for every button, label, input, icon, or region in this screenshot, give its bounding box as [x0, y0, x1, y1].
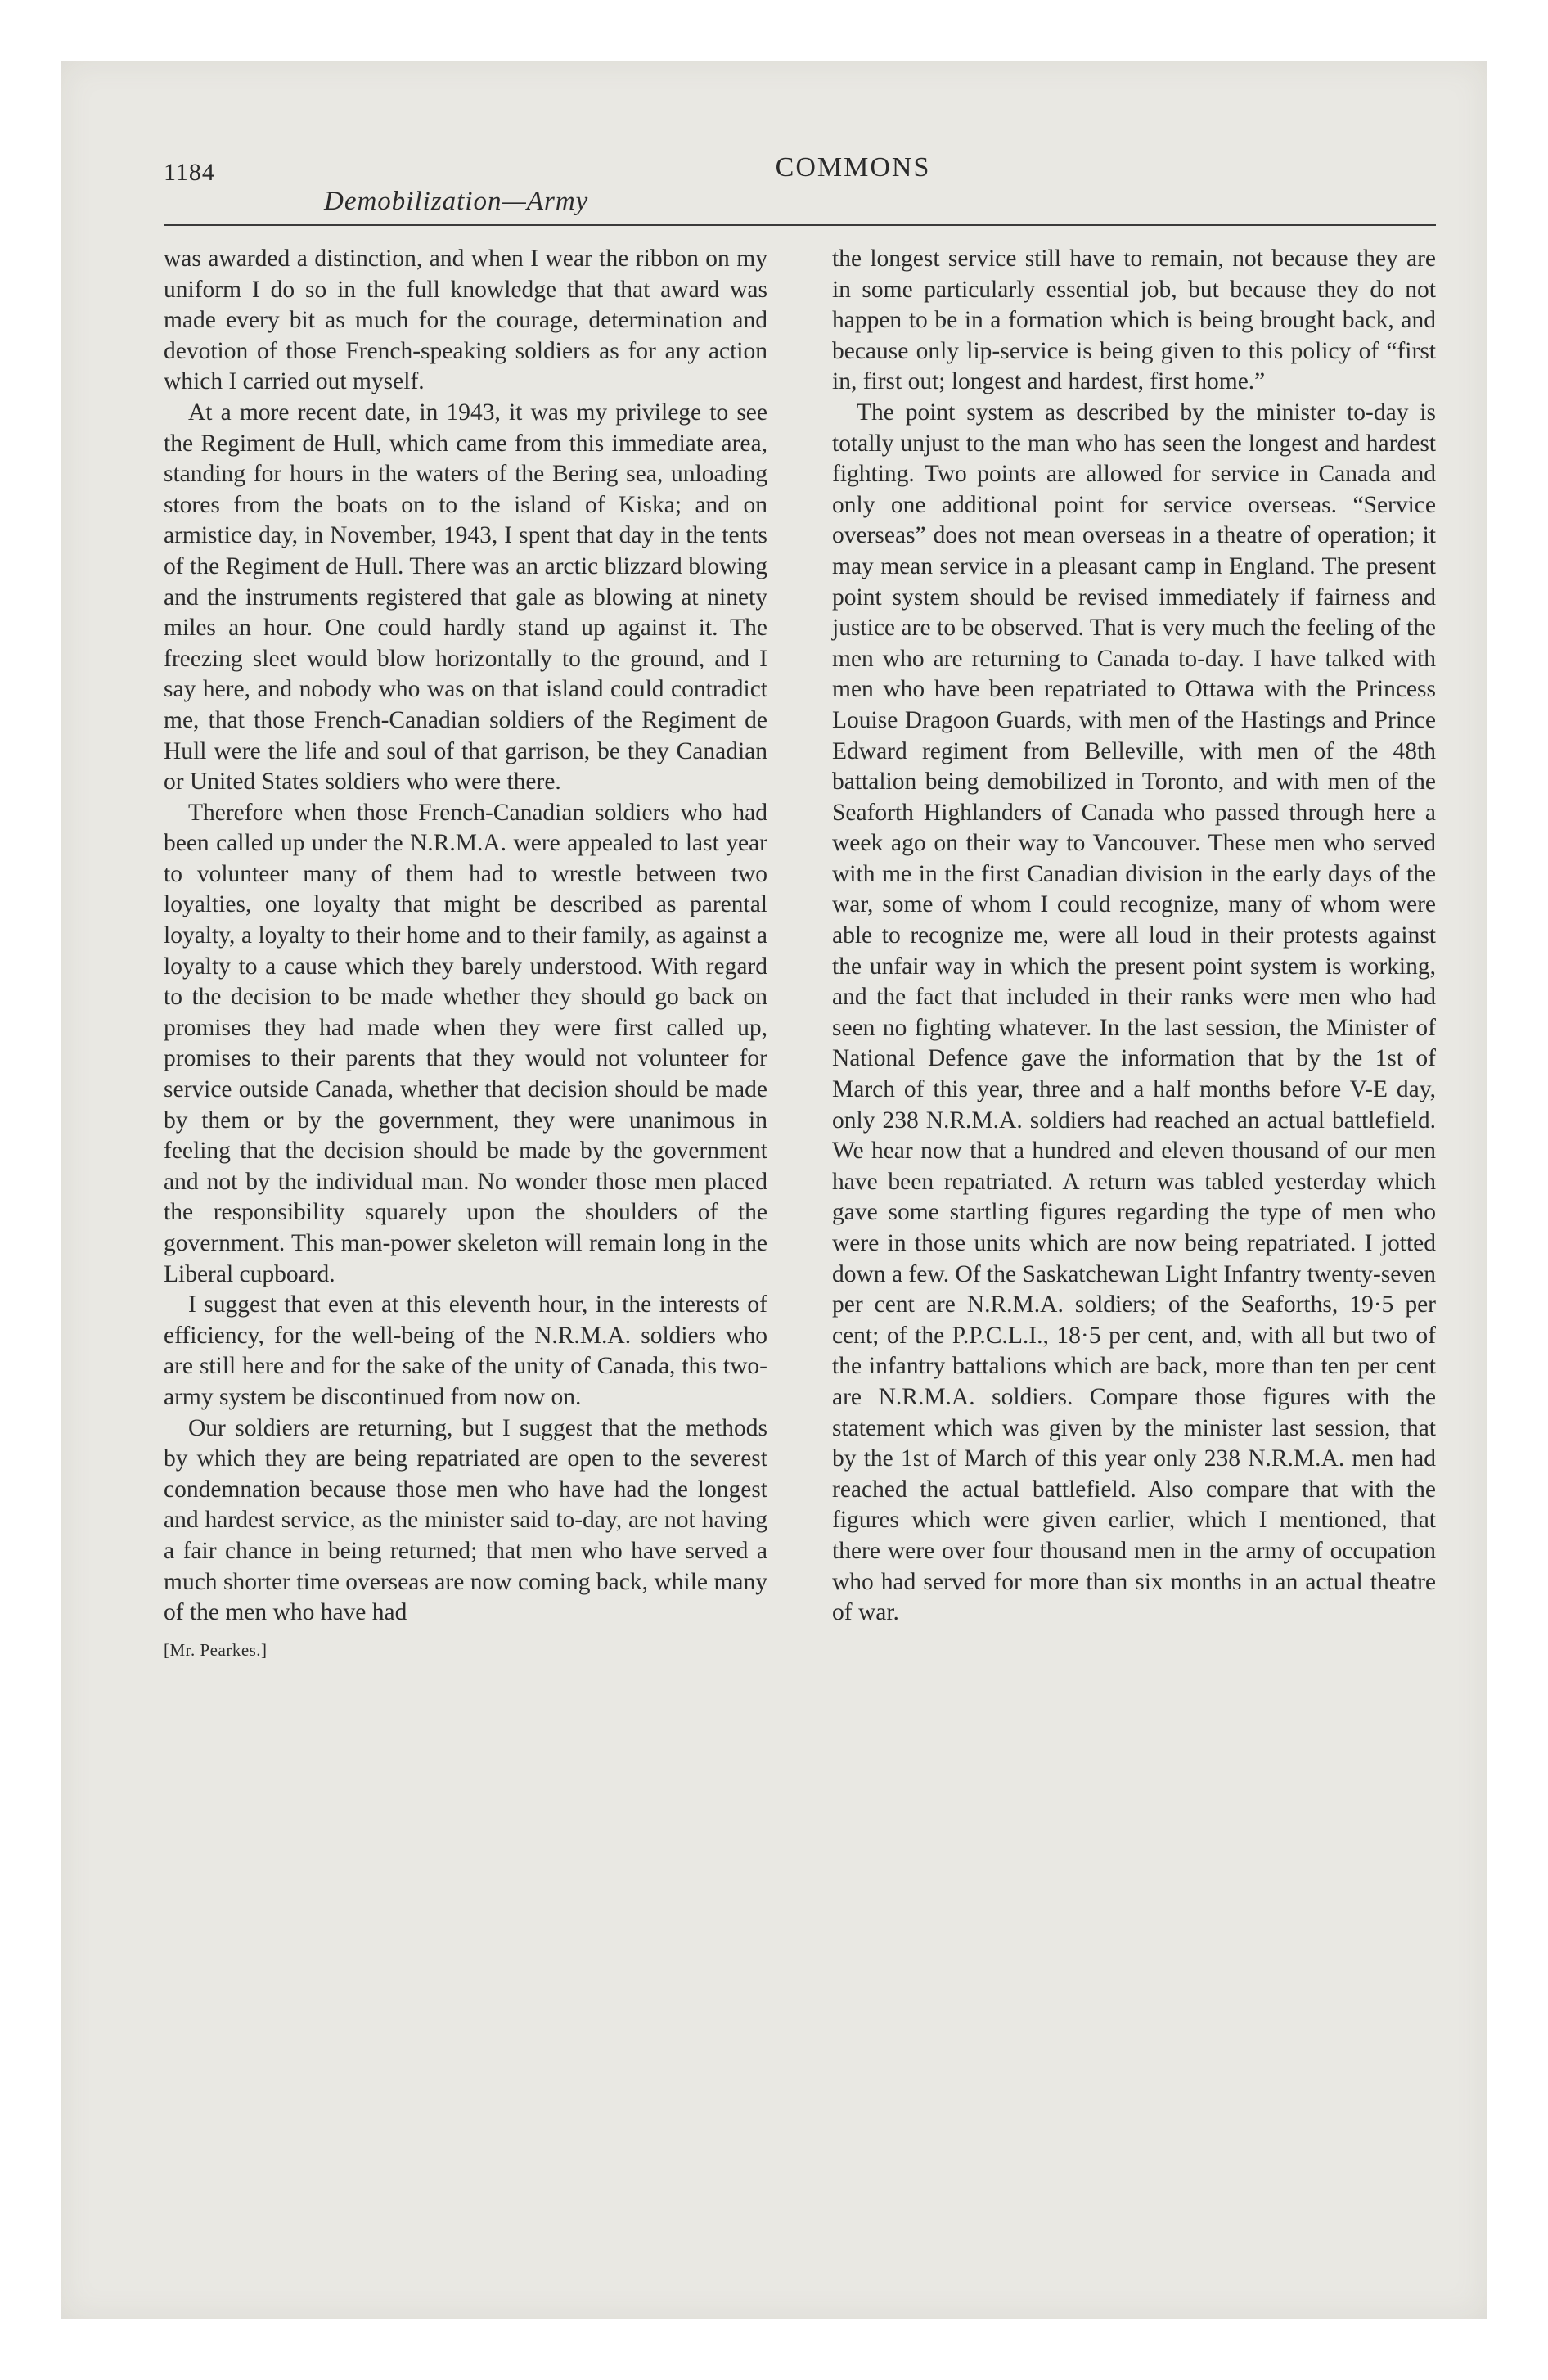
- hansard-page: [164, 147, 1436, 2210]
- left-column: [164, 244, 767, 1661]
- text-columns: [164, 244, 1436, 1661]
- right-column: [832, 244, 1436, 1661]
- paragraph: The point system as described by the minister to-day is totally unjust to the man who has seen the longest and hardest fighting. Two points are allowed for service in Canada and only one additional point for service overseas. “Service overseas” does not mean overseas in a theatre of operation; it may mean service in a pleasant camp in England. The present point system should be revised immediately if fairness and justice are to be observed. That is very much the feeling of the men who are returning to Canada to-day. I have talked with men who have been repatriated to Ottawa with the Princess Louise Dragoon Guards, with men of the Hastings and Prince Edward regiment from Belleville, with men of the 48th battalion being demobilized in Toronto, and with men of the Seaforth Highlanders of Canada who passed through here a week ago on their way to Vancouver. These men who served with me in the first Canadian division in the early days of the war, some of whom I could recognize, many of whom were able to recognize me, were all loud in their protests against the unfair way in which the present point system is working, and the fact that included in their ranks were men who had seen no fighting whatever. In the last session, the Minister of National Defence gave the information that by the 1st of March of this year, three and a half months before V-E day, only 238 N.R.M.A. soldiers had reached an actual battlefield. We hear now that a hundred and eleven thousand of our men have been repatriated. A return was tabled yesterday which gave some startling figures regarding the type of men who were in those units which are now being repatriated. I jotted down a few. Of the Saskatchewan Light Infantry twenty-seven per cent are N.R.M.A. soldiers; of the Seaforths, 19·5 per cent; of the P.P.C.L.I., 18·5 per cent, and, with all but two of the infantry battalions which are back, more than ten per cent are N.R.M.A. soldiers. Compare those figures with the statement which was given by the minister last session, that by the 1st of March of this year only 238 N.R.M.A. men had reached the actual battlefield. Also compare that with the figures which were given earlier, which I mentioned, that there were over four thousand men in the army of occupation who had served for more than six months in an actual theatre of war.: [832, 399, 1436, 1626]
- page-header: [164, 147, 1436, 229]
- paragraph: At a more recent date, in 1943, it was my privilege to see the Regiment de Hull, which came from this immediate area, standing for hours in the waters of the Bering sea, unloading stores from the boats on to the island of Kiska; and on armistice day, in November, 1943, I spent that day in the tents of the Regiment de Hull. There was an arctic blizzard blowing and the instruments registered that gale as blowing at ninety miles an hour. One could hardly stand up against it. The freezing sleet would blow horizontally to the ground, and I say here, and nobody who was on that island could contradict me, that those French-Canadian soldiers of the Regiment de Hull were the life and soul of that garrison, be they Canadian or United States soldiers who were there.: [164, 399, 767, 796]
- paragraph: Our soldiers are returning, but I suggest that the methods by which they are being repatriated are open to the severest condemnation because those men who have had the longest and hardest service, as the minister said to-day, are not having a fair chance in being returned; that men who have served a much shorter time overseas are now coming back, while many of the men who have had: [164, 1414, 767, 1626]
- paragraph: Therefore when those French-Canadian soldiers who had been called up under the N.R.M.A. were appealed to last year to volunteer many of them had to wrestle between two loyalties, one loyalty that might be described as parental loyalty, a loyalty to their home and to their family, as against a loyalty to a cause which they barely understood. With regard to the decision to be made whether they should go back on promises they had made when they were first called up, promises to their parents that they would not volunteer for service outside Canada, whether that decision should be made by them or by the government, they were unanimous in feeling that the decision should be made by the government and not by the individual man. No wonder those men placed the responsibility squarely upon the shoulders of the government. This man-power skeleton will remain long in the Liberal cupboard.: [164, 799, 767, 1287]
- header-rule: [164, 224, 1436, 226]
- page-number: 1184: [164, 159, 215, 186]
- running-subject: Demobilization—Army: [324, 187, 589, 216]
- chamber-title: COMMONS: [775, 152, 931, 183]
- paragraph: was awarded a distinction, and when I wear the ribbon on my uniform I do so in the full knowledge that that award was made every bit as much for the courage, determination and devotion of those French-speaking soldiers as for any action which I carried out myself.: [164, 246, 767, 395]
- paragraph: the longest service still have to remain, not because they are in some particularly essential job, but because they do not happen to be in a formation which is being brought back, and because only lip-service is being given to this policy of “first in, first out; longest and hardest, first home.”: [832, 246, 1436, 395]
- speaker-attribution: [Mr. Pearkes.]: [164, 1639, 268, 1660]
- paragraph: I suggest that even at this eleventh hour, in the interests of efficiency, for the well-being of the N.R.M.A. soldiers who are still here and for the sake of the unity of Canada, this two-army system be discontinued from now on.: [164, 1291, 767, 1410]
